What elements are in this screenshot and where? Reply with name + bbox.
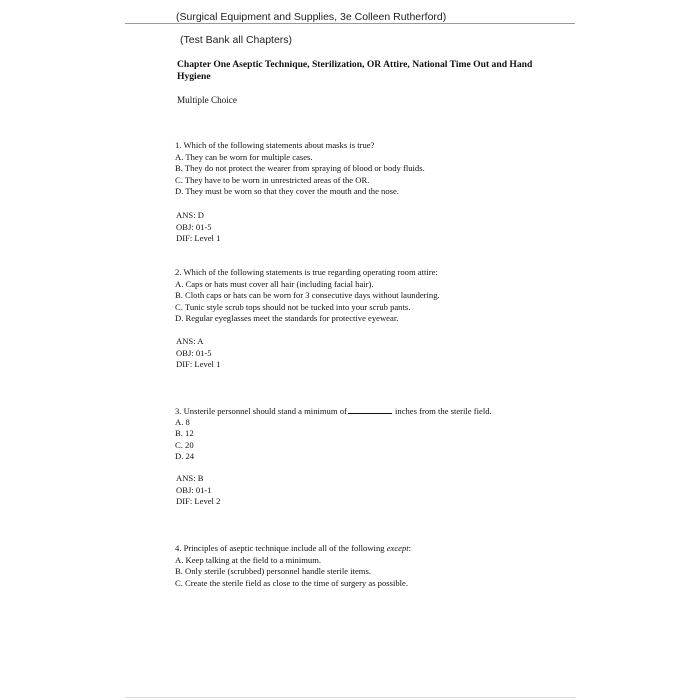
objective-value: OBJ: 01-5: [176, 347, 212, 358]
objective-value: OBJ: 01-1: [176, 484, 212, 495]
stem-text: 3. Unsterile personnel should stand a minimum of: [175, 406, 347, 416]
answer-option: A. Caps or hats must cover all hair (including facial hair).: [175, 278, 374, 289]
question-stem: [175, 405, 492, 417]
answer-option: A. 8: [175, 416, 190, 427]
answer-value: ANS: B: [176, 473, 204, 483]
answer-value: ANS: D: [176, 210, 204, 220]
question-2: [175, 267, 440, 325]
chapter-title: Chapter One Aseptic Technique, Sterilization, OR Attire, National Time Out and Hand Hygiene: [177, 59, 533, 82]
answer-key-3: [176, 473, 220, 508]
answer-option: C. Tunic style scrub tops should not be tucked into your scrub pants.: [175, 301, 411, 312]
footer-rule: [125, 697, 575, 698]
question-stem: 2. Which of the following statements is true regarding operating room attire:: [175, 267, 438, 277]
answer-key-1: [176, 210, 220, 245]
difficulty-value: DIF: Level 2: [176, 496, 221, 507]
question-4: [175, 543, 411, 589]
difficulty-value: DIF: Level 1: [176, 233, 221, 244]
answer-key-2: [176, 336, 220, 371]
fill-in-blank: [348, 405, 392, 414]
answer-option: C. 20: [175, 439, 194, 450]
answer-option: B. Cloth caps or hats can be worn for 3 consecutive days without laundering.: [175, 290, 440, 300]
answer-value: ANS: A: [176, 336, 204, 346]
answer-option: C. Create the sterile field as close to the time of surgery as possible.: [175, 577, 409, 588]
answer-option: B. 12: [175, 428, 194, 438]
answer-option: D. 24: [175, 451, 195, 461]
header-rule: [125, 23, 575, 24]
stem-text: :: [408, 543, 412, 553]
answer-option: D. Regular eyeglasses meet the standards for protective eyewear.: [175, 313, 399, 323]
question-3: [175, 405, 492, 463]
stem-emphasis: except: [386, 543, 409, 553]
question-stem: 1. Which of the following statements about masks is true?: [175, 140, 375, 150]
difficulty-value: DIF: Level 1: [176, 359, 221, 370]
section-heading: Multiple Choice: [177, 95, 237, 105]
stem-text: 4. Principles of aseptic technique include all of the following: [175, 543, 385, 553]
question-stem: [175, 543, 411, 555]
answer-option: B. Only sterile (scrubbed) personnel handle sterile items.: [175, 566, 371, 576]
answer-option: D. They must be worn so that they cover the mouth and the nose.: [175, 186, 399, 196]
stem-text: inches from the sterile field.: [395, 406, 492, 416]
objective-value: OBJ: 01-5: [176, 221, 212, 232]
answer-option: B. They do not protect the wearer from spraying of blood or body fluids.: [175, 163, 425, 173]
question-1: [175, 140, 425, 198]
answer-option: A. Keep talking at the field to a minimum.: [175, 554, 322, 565]
answer-option: C. They have to be worn in unrestricted areas of the OR.: [175, 174, 370, 185]
answer-option: A. They can be worn for multiple cases.: [175, 151, 313, 162]
document-subheader: (Test Bank all Chapters): [180, 34, 293, 46]
document-header: (Surgical Equipment and Supplies, 3e Colleen Rutherford): [176, 11, 447, 23]
